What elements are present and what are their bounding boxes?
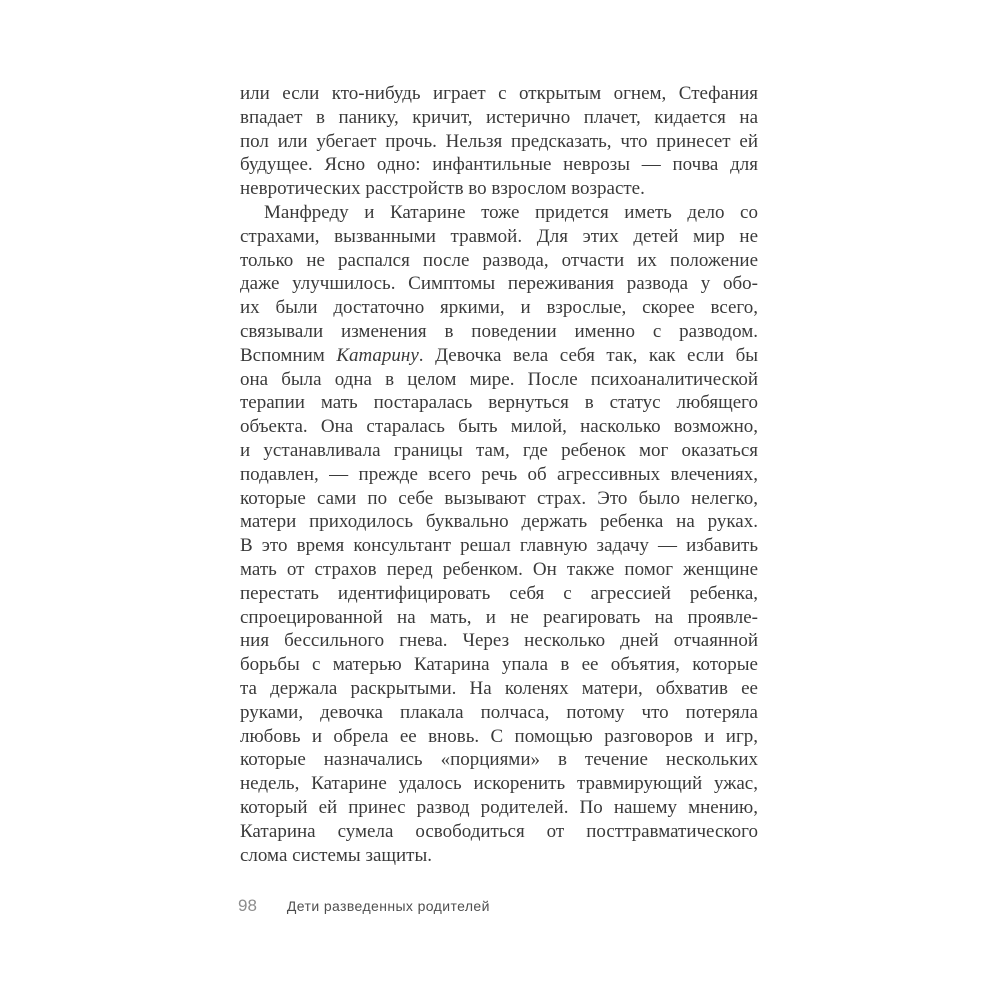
page-text-block [240, 82, 758, 867]
text-line: матери приходилось буквально держать ребенка на руках. [240, 511, 758, 533]
text-line: объекта. Она старалась быть милой, насколько возможно, [240, 416, 758, 438]
text-line: перестать идентифицировать себя с агрессией ребенка, [240, 582, 758, 604]
text-line: она была одна в целом мире. После психоаналитической [240, 368, 758, 390]
text-line: Вспомним Катарину. Девочка вела себя так, как если бы [240, 344, 758, 366]
text-line: которые назначались «порциями» в течение нескольких [240, 749, 758, 771]
text-line: их были достаточно яркими, и взрослые, скорее всего, [240, 297, 758, 319]
text-line: слома системы защиты. [240, 844, 432, 866]
text-line: Манфреду и Катарине тоже придется иметь дело со [264, 201, 758, 223]
text-line: борьбы с матерью Катарина упала в ее объятия, которые [240, 654, 758, 676]
text-line: та держала раскрытыми. На коленях матери, обхватив ее [240, 677, 758, 699]
text-line: руками, девочка плакала полчаса, потому что потеряла [240, 701, 758, 723]
text-line: страхами, вызванными травмой. Для этих детей мир не [240, 225, 758, 247]
text-line: который ей принес развод родителей. По нашему мнению, [240, 796, 758, 818]
text-line: недель, Катарине удалось искоренить травмирующий ужас, [240, 773, 758, 795]
text-line: даже улучшилось. Симптомы переживания развода у обо- [240, 273, 758, 295]
running-title: Дети разведенных родителей [286, 898, 490, 914]
text-line: невротических расстройств во взрослом возрасте. [240, 178, 645, 200]
text-line: ния бессильного гнева. Через несколько дней отчаянной [240, 630, 758, 652]
text-line: связывали изменения в поведении именно с разводом. [240, 320, 758, 342]
text-line: подавлен, — прежде всего речь об агрессивных влечениях, [240, 463, 758, 485]
text-line: будущее. Ясно одно: инфантильные неврозы — почва для [240, 154, 758, 176]
text-line: впадает в панику, кричит, истерично плачет, кидается на [240, 106, 758, 128]
text-line: которые сами по себе вызывают страх. Это было нелегко, [240, 487, 758, 509]
text-line: мать от страхов перед ребенком. Он также помог женщине [240, 558, 758, 580]
page-footer [238, 896, 490, 916]
text-line: и устанавливала границы там, где ребенок мог оказаться [240, 439, 758, 461]
text-line: терапии мать постаралась вернуться в статус любящего [240, 392, 758, 414]
text-line: Катарина сумела освободиться от посттравматического [240, 820, 758, 842]
page-number: 98 [238, 896, 257, 915]
text-line: В это время консультант решал главную задачу — избавить [240, 535, 758, 557]
text-line: любовь и обрела ее вновь. С помощью разговоров и игр, [240, 725, 758, 747]
text-line: или если кто-нибудь играет с открытым огнем, Стефания [240, 83, 758, 104]
text-line: только не распался после развода, отчасти их положение [240, 249, 758, 271]
text-line: спроецированной на мать, и не реагировать на проявле- [240, 606, 758, 628]
text-line: пол или убегает прочь. Нельзя предсказать, что принесет ей [240, 130, 758, 152]
